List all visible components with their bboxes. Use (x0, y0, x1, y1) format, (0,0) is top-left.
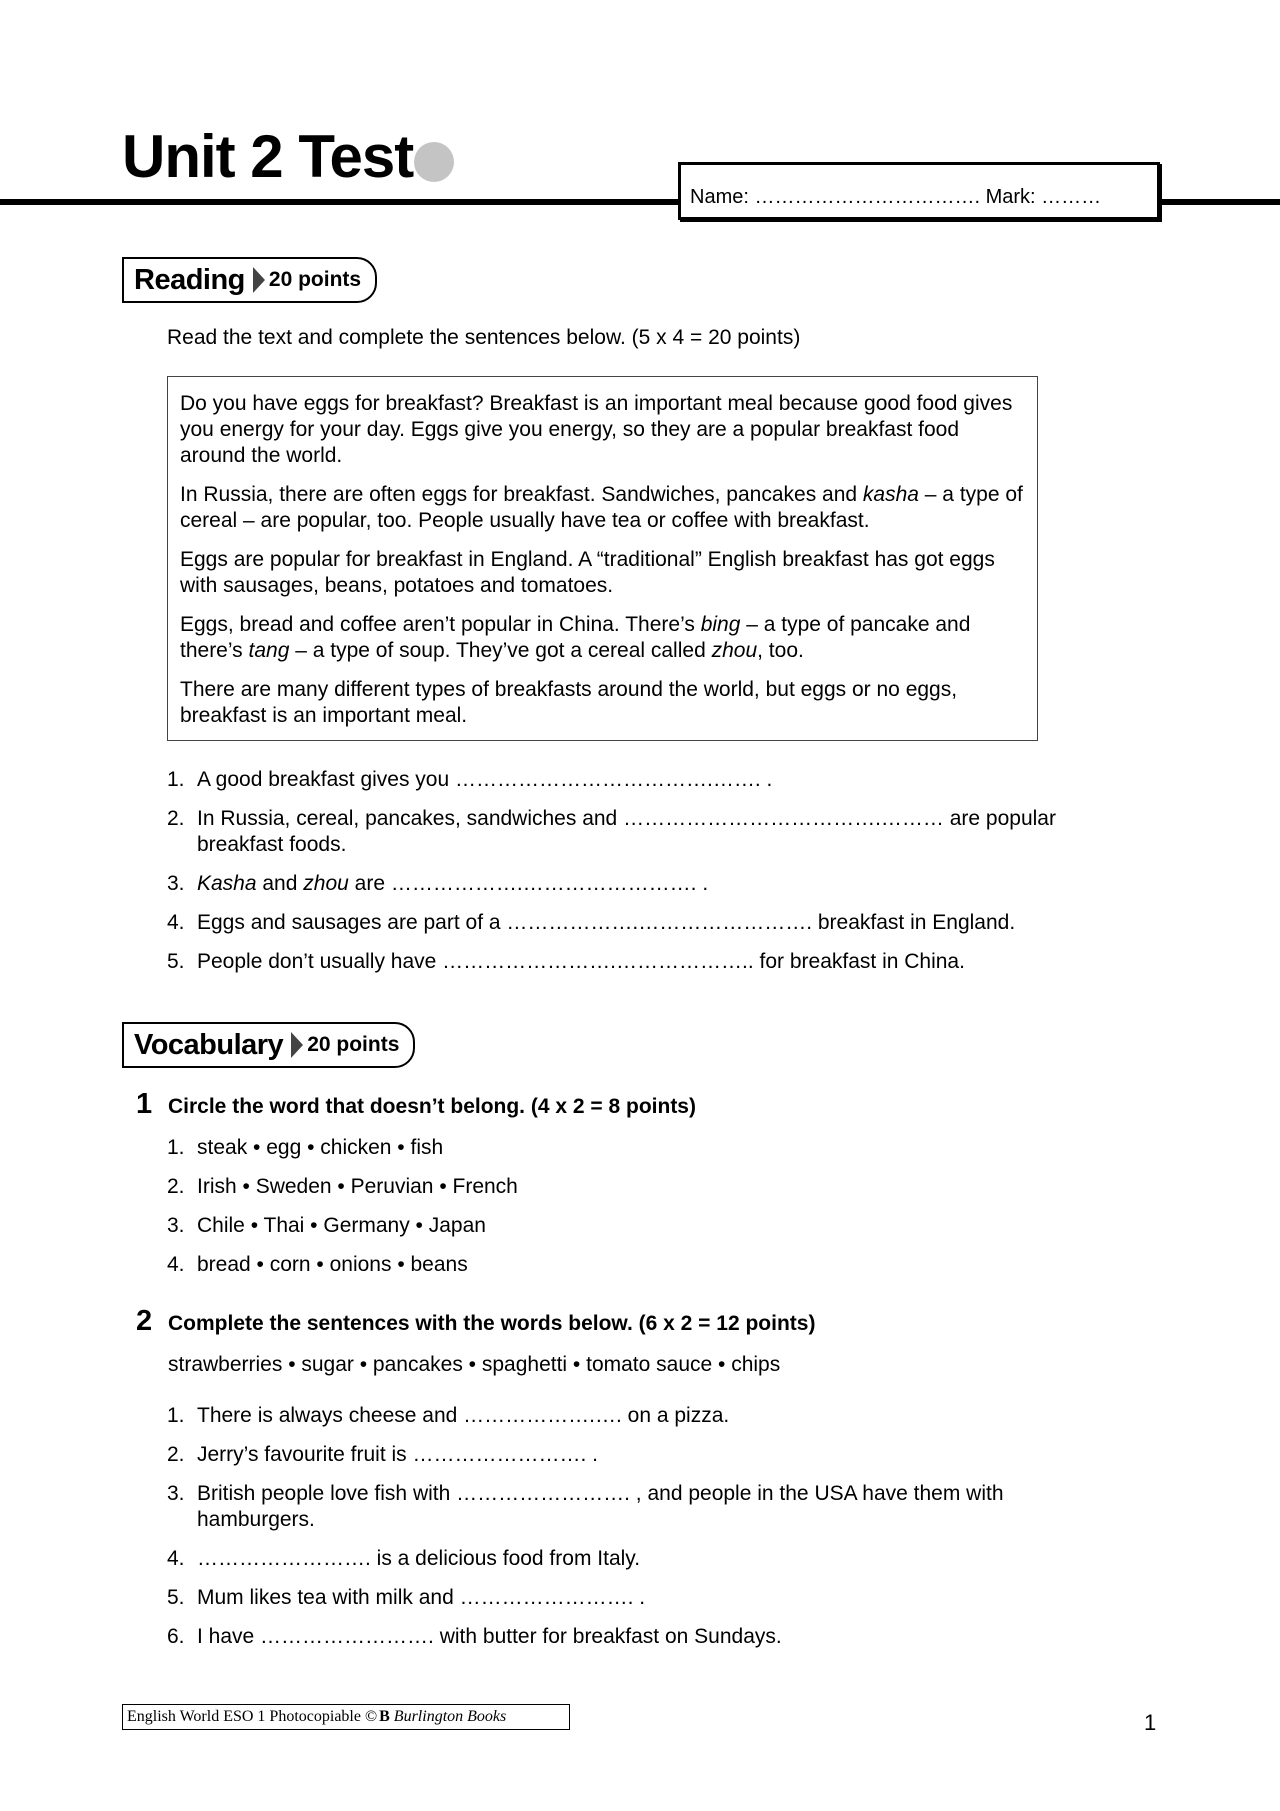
passage-paragraph: Eggs, bread and coffee aren’t popular in China. There’s bing – a type of pancake and there’s tang – a type of soup. They’ve got a cereal called zhou, too. (180, 613, 971, 662)
list-item[interactable]: 1. steak • egg • chicken • fish (167, 1136, 444, 1159)
list-item[interactable]: 2. Jerry’s favourite fruit is ……………………. . (167, 1443, 599, 1466)
reading-passage (167, 376, 1038, 741)
exercise-title: Complete the sentences with the words below. (6 x 2 = 12 points) (168, 1312, 816, 1335)
list-item[interactable]: 1. A good breakfast gives you ……………………………….……. . (167, 768, 773, 791)
section-points: 20 points (268, 268, 362, 291)
list-item[interactable]: 3. Kasha and zhou are ……………….……………………. . (167, 872, 709, 895)
passage-paragraph: Eggs are popular for breakfast in England. A “traditional” English breakfast has got eggs with sausages, beans, potatoes and tomatoes. (180, 548, 995, 597)
reading-questions (167, 767, 1127, 975)
vocabulary-section-tab (122, 1022, 415, 1068)
list-item[interactable]: 3. Chile • Thai • Germany • Japan (167, 1214, 486, 1237)
word-bank: strawberries • sugar • pancakes • spaghetti • tomato sauce • chips (168, 1353, 781, 1376)
page-title: Unit 2 Test (122, 123, 414, 190)
section-name: Vocabulary (134, 1028, 284, 1061)
list-item[interactable]: 4. ……………………. is a delicious food from Italy. (167, 1547, 641, 1570)
list-item[interactable]: 1. There is always cheese and ……………….…. on a pizza. (167, 1404, 730, 1427)
page-number: 1 (1144, 1710, 1157, 1735)
title-dot-icon (414, 142, 454, 182)
exercise-2-items (167, 1403, 1067, 1650)
passage-paragraph: There are many different types of breakfasts around the world, but eggs or no eggs, breakfast is an important meal. (180, 678, 958, 727)
passage-paragraph: Do you have eggs for breakfast? Breakfast is an important meal because good food gives you energy for your day. Eggs give you energy, so they are a popular breakfast food around the world. (180, 392, 1013, 467)
section-name: Reading (134, 263, 245, 296)
exercise-number: 2 (136, 1305, 153, 1337)
exercise-title: Circle the word that doesn’t belong. (4 x 2 = 8 points) (168, 1095, 696, 1118)
reading-section-tab (122, 257, 377, 303)
footer-copyright: English World ESO 1 Photocopiable © B Burlington Books (122, 1704, 570, 1730)
list-item[interactable]: 2. Irish • Sweden • Peruvian • French (167, 1175, 518, 1198)
list-item[interactable]: 5. Mum likes tea with milk and ……………………. . (167, 1586, 646, 1609)
section-points: 20 points (307, 1033, 400, 1056)
list-item[interactable]: 2. In Russia, cereal, pancakes, sandwiches and ……………………………….……… are popular breakfast foods. (167, 807, 1056, 856)
exercise-1-items (167, 1135, 1067, 1278)
exercise-number: 1 (136, 1088, 153, 1120)
name-mark-label: Name: ……………………………. Mark: ……… (690, 186, 1102, 208)
arrow-right-icon (291, 1032, 303, 1058)
reading-instruction: Read the text and complete the sentences below. (5 x 4 = 20 points) (167, 326, 801, 349)
list-item[interactable]: 4. bread • corn • onions • beans (167, 1253, 468, 1276)
list-item[interactable]: 4. Eggs and sausages are part of a ……………….……………………. breakfast in England. (167, 911, 1016, 934)
publisher-logo: B (379, 1708, 390, 1725)
arrow-right-icon (253, 267, 265, 293)
publisher-name: Burlington Books (393, 1708, 507, 1725)
list-item[interactable]: 6. I have ……………………. with butter for breakfast on Sundays. (167, 1625, 782, 1648)
passage-paragraph: In Russia, there are often eggs for breakfast. Sandwiches, pancakes and kasha – a type of cereal – are popular, too. People usually have tea or coffee with breakfast. (180, 483, 1023, 532)
list-item[interactable]: 3. British people love fish with ……………………. , and people in the USA have them with hamburgers. (167, 1482, 1004, 1531)
list-item[interactable]: 5. People don’t usually have …………………….……………….. for breakfast in China. (167, 950, 965, 973)
